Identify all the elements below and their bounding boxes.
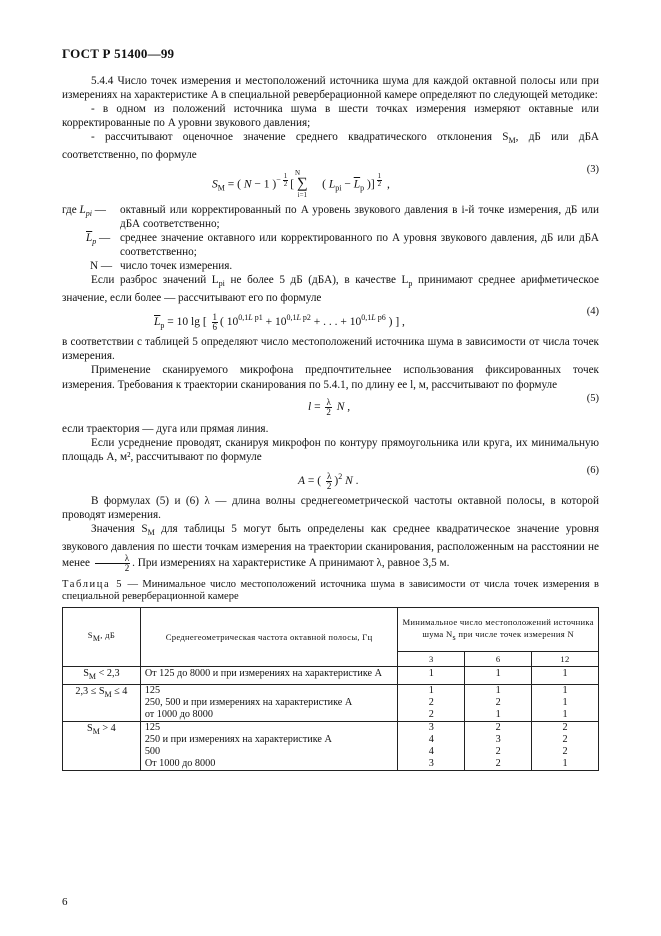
value-cell: 1 <box>532 685 599 698</box>
frequency-cell: 125 <box>140 685 398 698</box>
formula-3: $S_M$ = ( N − 1 )$^{- \frac{1}{2}}$ [ $\sum_{i=1}^N$( $L_{pi} - \overline{L}_p$ )] $^{\frac{1}{2}}$ , (3) <box>212 163 599 199</box>
value-cell: 2 <box>398 697 465 709</box>
table-row <box>63 667 599 685</box>
paragraph-5-4-4: 5.4.4 Число точек измерения и местоположений источника шума для каждой октавной полосы или при измерениях на характеристике A в специальной реверберационной камере определяют по следующей методике: <box>62 75 599 102</box>
table-row <box>63 746 599 758</box>
table-row <box>63 722 599 735</box>
value-cell: 2 <box>398 709 465 722</box>
header-col-3: 3 <box>398 652 465 667</box>
table-5 <box>62 607 599 771</box>
formula-6-number: (6) <box>586 464 599 476</box>
value-cell: 1 <box>532 667 599 685</box>
frequency-cell: от 1000 до 8000 <box>140 709 398 722</box>
paragraph-scanning: Применение сканируемого микрофона предпочтительнее использования фиксированных точек измерения. Требования к траектории сканирования по 5.4.1, по длину ее l, м, рассчитывают по формуле <box>62 364 599 391</box>
table-row <box>63 734 599 746</box>
paragraph-table-ref: в соответствии с таблицей 5 определяют число местоположений источника шума в зависимости от числа точек измерения. <box>62 336 599 363</box>
paragraph-step-1: - в одном из положений источника шума в шести точках измерения измеряют октавные или корректированные по A уровни звукового давления; <box>62 103 599 130</box>
value-cell: 3 <box>398 758 465 771</box>
formula-5: l = $\frac{\lambda}{2}$ N , (5) <box>308 392 599 417</box>
definition-n: N — число точек измерения. <box>90 259 233 272</box>
header-sm: SM, дБ <box>63 608 141 667</box>
frequency-cell: 250 и при измерениях на характеристике A <box>140 734 398 746</box>
header-positions: Минимальное число местоположений источника шума Ns при числе точек измерения N <box>398 608 599 652</box>
document-body <box>62 74 599 771</box>
value-cell: 2 <box>532 746 599 758</box>
header-col-12: 12 <box>532 652 599 667</box>
condition-cell: $S_M < 2,3$ <box>63 667 141 685</box>
header-col-6: 6 <box>465 652 532 667</box>
value-cell: 2 <box>532 722 599 735</box>
table-row <box>63 685 599 698</box>
paragraph-trajectory: если траектория — дуга или прямая линия. <box>62 422 269 435</box>
formula-4: $\overline{L}_p = 10$ lg [ $\frac{1}{6}$ ( $10^{0,1L p1} + 10^{0,1L p2}$ + . . . + $10^{0,1L p6}$ ) ] , (4) <box>154 306 599 333</box>
value-cell: 4 <box>398 746 465 758</box>
variable-definitions <box>62 203 599 273</box>
frequency-cell: От 125 до 8000 и при измерениях на характеристике A <box>140 667 398 685</box>
condition-cell: $2,3 \le S_M \le 4$ <box>63 685 141 722</box>
table-row <box>63 709 599 722</box>
definition-lpi: где $L_{pi}$ — октавный или корректированный по A уровень звукового давления в i-й точке измерения, дБ или дБА соответственно; <box>62 203 599 230</box>
value-cell: 1 <box>532 697 599 709</box>
condition-cell: $S_M > 4$ <box>63 722 141 771</box>
value-cell: 2 <box>465 722 532 735</box>
formula-4-number: (4) <box>586 306 599 318</box>
value-cell: 1 <box>465 667 532 685</box>
paragraph-averaging: Если усреднение проводят, сканируя микрофон по контуру прямоугольника или круга, их минимальную площадь A, м², рассчитывают по формуле <box>62 436 599 463</box>
value-cell: 1 <box>532 709 599 722</box>
formula-6: A = ( $\frac{\lambda}{2}$ )$^2$ N . (6) <box>298 464 599 491</box>
standard-header: ГОСТ Р 51400—99 <box>62 46 175 61</box>
value-cell: 1 <box>465 709 532 722</box>
table-5-caption: Таблица 5 — Минимальное число местоположений источника шума в зависимости от числа точек измерения в специальной реверберационной камере <box>62 579 599 603</box>
value-cell: 2 <box>465 697 532 709</box>
table-body <box>63 667 599 771</box>
table-row <box>63 697 599 709</box>
value-cell: 4 <box>398 734 465 746</box>
frequency-cell: 500 <box>140 746 398 758</box>
frequency-cell: 125 <box>140 722 398 735</box>
frequency-cell: 250, 500 и при измерениях на характеристике A <box>140 697 398 709</box>
value-cell: 1 <box>465 685 532 698</box>
value-cell: 3 <box>398 722 465 735</box>
formula-3-number: (3) <box>586 163 599 175</box>
value-cell: 2 <box>465 746 532 758</box>
value-cell: 1 <box>398 667 465 685</box>
definition-lp: $\overline{L}_p$ — среднее значение октавного или корректированного по A уровня звукового давления, дБ или дБА соответственно; <box>86 231 599 258</box>
value-cell: 2 <box>465 758 532 771</box>
table-row <box>63 758 599 771</box>
frequency-cell: От 1000 до 8000 <box>140 758 398 771</box>
header-frequency: Среднегеометрическая частота октавной полосы, Гц <box>140 608 398 667</box>
formula-5-number: (5) <box>586 392 599 404</box>
page-number: 6 <box>62 896 68 908</box>
value-cell: 2 <box>532 734 599 746</box>
paragraph-sm-values: Значения $S_M$ для таблицы 5 могут быть определены как среднее квадратическое значение уровня звукового давления по шести точкам измерения на траектории сканирования, расположенным на расстоянии не менее $\frac{\lambda}{2}$ . При измерениях на характеристике A принимают λ, равное 3,5 м. <box>62 523 599 574</box>
value-cell: 1 <box>532 758 599 771</box>
paragraph-lambda: В формулах (5) и (6) λ — длина волны среднегеометрической частоты октавной полосы, в которой проводят измерения. <box>62 494 599 521</box>
value-cell: 1 <box>398 685 465 698</box>
value-cell: 3 <box>465 734 532 746</box>
paragraph-spread: Если разброс значений $L_{pi}$ не более 5 дБ (дБA), в качестве $L_p$ принимают среднее арифметическое значение, если более — рассчитывают его по формуле <box>62 274 599 305</box>
paragraph-step-2: - рассчитывают оценочное значение среднего квадратического отклонения $S_M$, дБ или дБА соответственно, по формуле <box>62 131 599 162</box>
